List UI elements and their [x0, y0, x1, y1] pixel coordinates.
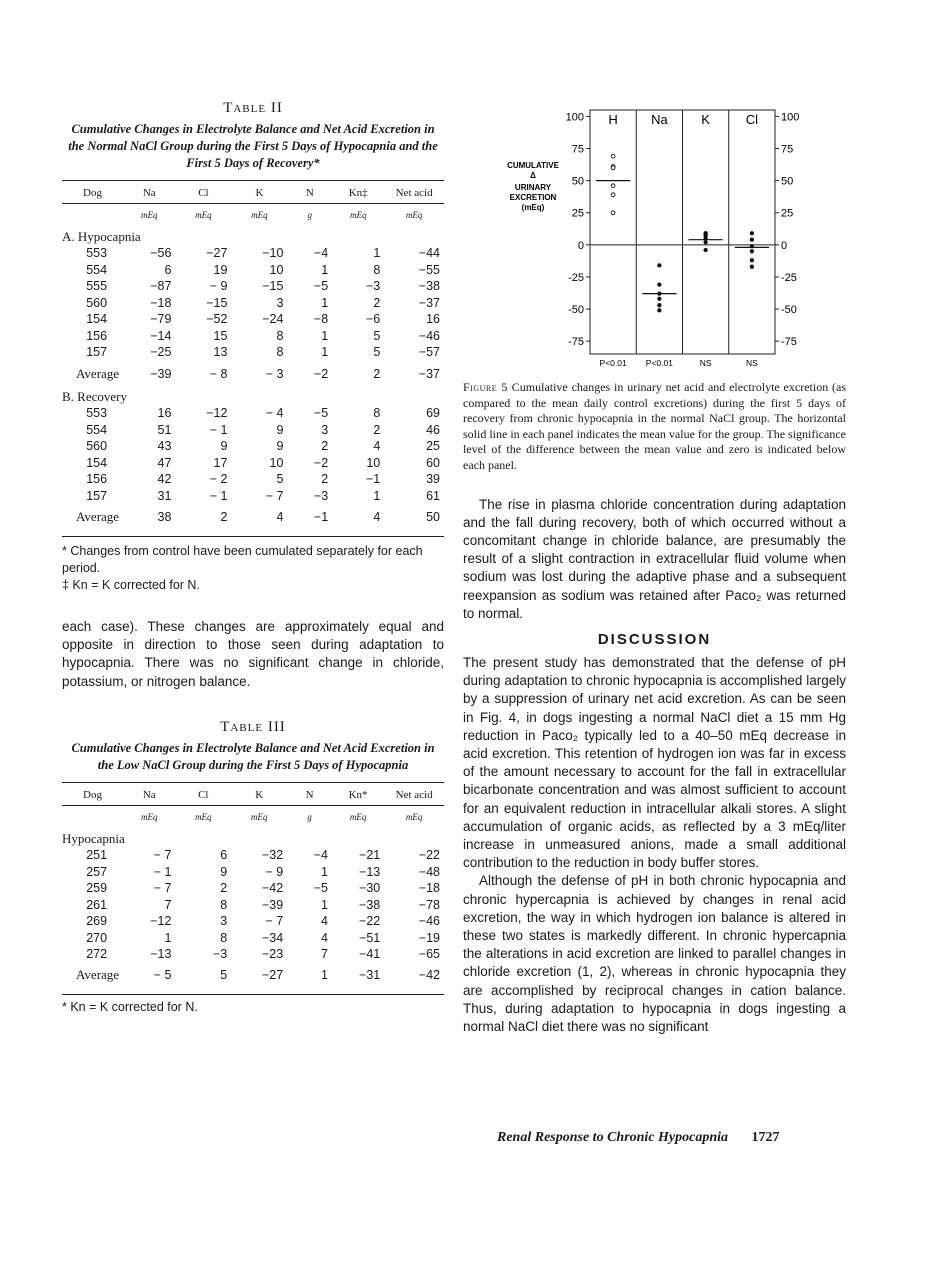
table-cell: − 7 — [265, 488, 284, 503]
table-cell: −1 — [313, 510, 329, 524]
column-header: N — [305, 788, 314, 801]
table-cell: 157 — [86, 345, 108, 360]
table3-subtitle: Cumulative Changes in Electrolyte Balance and Net Acid Excretion in the Low NaCl Group during the First 5 Days of Hypocapnia — [71, 740, 435, 772]
data-point — [750, 232, 753, 235]
data-point — [611, 193, 615, 197]
panel-label: K — [701, 112, 710, 127]
table-cell: 50 — [426, 510, 440, 524]
column-header: Na — [142, 187, 156, 199]
table-cell: −12 — [206, 406, 228, 421]
table-cell: −37 — [418, 366, 440, 381]
table-cell: −13 — [359, 864, 381, 879]
table-cell: 4 — [320, 914, 328, 929]
average-row — [62, 962, 444, 988]
column-header: Dog — [83, 187, 102, 199]
table-row — [62, 311, 444, 328]
table-cell: −4 — [313, 246, 329, 261]
table-cell: 9 — [220, 439, 228, 454]
table-cell: 8 — [373, 262, 381, 277]
significance-label: P<0.01 — [599, 358, 627, 368]
table-row — [62, 913, 444, 930]
table-cell: − 9 — [265, 864, 284, 879]
table-cell: −34 — [261, 930, 284, 945]
table-row — [62, 455, 444, 472]
table-cell: −78 — [418, 897, 440, 912]
table-cell: 555 — [86, 279, 108, 294]
table-row — [62, 863, 444, 880]
table-cell: − 8 — [209, 366, 228, 381]
column-header: K — [255, 788, 264, 801]
table-cell: 3 — [276, 295, 284, 310]
y-tick-label: -75 — [568, 336, 584, 349]
discussion-paragraph: The present study has demonstrated that the defense of pH during adaptation to chronic hypocapnia is accomplished largely by a suppression of urinary net acid excretion. As can be seen in Fig. 4, in dogs ingesting a normal NaCl diet a 15 mm Hg reduction in Paco₂ typically led to a 40–50 mEq decrease in acid excretion. This retention of hydrogen ion was far in excess of the amount necessary to account for the fall in extracellular bicarbonate concentration and was almost sufficient to account for an equivalent reduction in intracellular alkali stores. A slight accumulation of organic acids, as reflected by a 3 mEq/liter increase in unmeasured anions, made a small additional contribution to the reduction in body buffer stores. — [463, 654, 846, 871]
table-cell: −5 — [313, 279, 329, 294]
section-label: Hypocapnia — [62, 830, 125, 846]
table-cell: −22 — [418, 848, 440, 863]
table-cell: −27 — [206, 246, 228, 261]
unit-label: mEq — [195, 210, 212, 221]
unit-label: mEq — [250, 812, 268, 823]
unit-label: mEq — [140, 812, 158, 823]
data-point — [750, 250, 753, 253]
y-tick-label: 100 — [565, 111, 584, 124]
table-cell: −8 — [313, 312, 329, 327]
table-cell: −44 — [418, 246, 440, 261]
table-cell: 8 — [373, 406, 381, 421]
table-cell: − 7 — [265, 914, 284, 929]
y-tick-label: -25 — [568, 271, 584, 284]
column-header: Dog — [83, 788, 102, 801]
table-cell: −3 — [313, 488, 329, 503]
table-cell: −18 — [150, 295, 172, 310]
table-cell: 154 — [86, 455, 108, 470]
table-cell: −2 — [313, 455, 329, 470]
left-paragraph — [62, 618, 444, 691]
table-cell: 257 — [86, 864, 108, 879]
column-header: Net acid — [395, 187, 433, 199]
page-footer — [497, 1130, 780, 1146]
table-cell: − 3 — [265, 366, 284, 381]
right-paragraph-text: The rise in plasma chloride concentration during adaptation and the fall during recovery, both of which occurred without a concomitant change in chloride balance, are presumably the result of a slight contraction in extracellular fluid volume when sodium was lost during the adaptive phase and a subsequent reexpansion as sodium was retained after Paco₂ was returned to normal. — [463, 496, 846, 621]
table-cell: −15 — [206, 295, 228, 310]
table-cell: 4 — [276, 510, 284, 524]
table-cell: 1 — [321, 295, 329, 310]
data-point — [750, 259, 753, 262]
table-cell: −13 — [150, 947, 172, 962]
table3-number: Table III — [220, 718, 286, 735]
table-cell: − 9 — [209, 279, 228, 294]
table-cell: 9 — [220, 864, 228, 879]
table-row — [62, 328, 444, 345]
table-cell: −19 — [418, 930, 440, 945]
column-header: N — [305, 187, 314, 199]
table-cell: −52 — [206, 312, 228, 327]
y-tick-label-right: 0 — [781, 239, 788, 252]
table-cell: 10 — [366, 455, 381, 470]
table-cell: −37 — [418, 295, 440, 310]
unit-label: mEq — [349, 812, 367, 823]
table-cell: − 1 — [209, 488, 228, 503]
table-cell: 1 — [321, 328, 329, 343]
unit-label: mEq — [349, 210, 367, 221]
table-cell: 69 — [426, 406, 440, 421]
table2-subtitle: Cumulative Changes in Electrolyte Balance and Net Acid Excretion in the Normal NaCl Group during the First 5 Days of Hypocapnia and the First 5 Days of Recovery* — [68, 122, 438, 170]
table-row — [62, 295, 444, 312]
table-row — [62, 405, 444, 422]
table2-footnote: ‡ Kn = K corrected for N. — [62, 578, 200, 592]
table-cell: 251 — [86, 848, 108, 863]
table-cell: 270 — [86, 930, 108, 945]
data-point — [658, 292, 661, 295]
table-cell: 10 — [269, 262, 284, 277]
table-cell: 39 — [426, 472, 440, 487]
table-cell: −38 — [418, 279, 440, 294]
table-cell: 1 — [373, 488, 381, 503]
figure5-caption — [463, 380, 846, 474]
data-point — [658, 297, 661, 300]
table2 — [62, 180, 444, 537]
table-cell: 13 — [213, 345, 228, 360]
table-row — [62, 847, 444, 864]
table-cell: −46 — [418, 914, 440, 929]
table-cell: −2 — [313, 366, 329, 381]
table-row — [62, 946, 444, 963]
table-cell: 2 — [321, 439, 329, 454]
table-cell: −32 — [261, 848, 284, 863]
table-cell: −10 — [262, 246, 284, 261]
y-axis-label: EXCRETION — [509, 193, 557, 202]
table-cell: − 4 — [265, 406, 284, 421]
table-cell: 46 — [426, 422, 440, 437]
table-cell: 2 — [373, 295, 381, 310]
table-cell: 560 — [86, 439, 108, 454]
data-point — [750, 238, 753, 241]
table-cell: −24 — [262, 312, 284, 327]
table-cell: −51 — [359, 930, 381, 945]
discussion-body — [463, 654, 846, 1036]
table-cell: −1 — [366, 472, 381, 487]
unit-label: mEq — [195, 812, 212, 823]
data-point — [658, 264, 661, 267]
table-cell: −30 — [359, 881, 381, 896]
table-cell: 154 — [86, 312, 108, 327]
table-cell: −3 — [366, 279, 381, 294]
table-cell: 1 — [321, 262, 329, 277]
table-cell: − 1 — [153, 864, 172, 879]
table-cell: 4 — [373, 510, 381, 524]
table-cell: 554 — [86, 262, 108, 277]
discussion-heading: DISCUSSION — [597, 630, 712, 648]
table-cell: −39 — [150, 366, 172, 381]
table-cell: 42 — [157, 472, 172, 487]
table-cell: −18 — [418, 881, 440, 896]
right-column — [463, 100, 846, 1036]
table-row — [62, 245, 444, 262]
data-point — [750, 244, 753, 247]
table-cell: 1 — [320, 968, 328, 983]
table-row — [62, 488, 444, 505]
y-tick-label-right: 100 — [781, 111, 800, 124]
table-cell: −23 — [261, 947, 284, 962]
table-cell: 25 — [426, 439, 440, 454]
column-header: Net acid — [395, 788, 433, 801]
panel-label: Na — [651, 112, 668, 127]
table-cell: −79 — [150, 312, 172, 327]
table-cell: −41 — [359, 947, 381, 962]
table-row — [62, 438, 444, 455]
table-cell: 6 — [164, 262, 172, 277]
page-number: 1727 — [751, 1130, 780, 1145]
table-cell: −6 — [366, 312, 381, 327]
data-point — [704, 241, 707, 244]
table-cell: 3 — [220, 914, 228, 929]
table-cell: 4 — [373, 439, 381, 454]
table-cell: −55 — [418, 262, 440, 277]
significance-label: NS — [745, 358, 758, 368]
panel-label: H — [608, 112, 618, 127]
y-axis-label: CUMULATIVE — [507, 161, 559, 170]
table-row — [62, 471, 444, 488]
section-label: B. Recovery — [62, 388, 127, 404]
table-cell: 9 — [276, 422, 284, 437]
table-cell: −5 — [313, 881, 328, 896]
table-row — [62, 929, 444, 946]
table3-footnote: * Kn = K corrected for N. — [62, 1000, 198, 1015]
table-cell: 61 — [426, 488, 440, 503]
table-cell: 157 — [86, 488, 108, 503]
unit-label: mEq — [140, 210, 158, 221]
table-cell: 8 — [220, 897, 228, 912]
table-cell: 16 — [426, 312, 440, 327]
table-cell: 19 — [213, 262, 228, 277]
table-cell: 1 — [321, 345, 329, 360]
table-cell: −42 — [418, 968, 440, 983]
table-cell: −3 — [212, 947, 228, 962]
table-row — [62, 880, 444, 897]
average-row — [62, 504, 444, 530]
table-cell: 1 — [164, 930, 172, 945]
table-cell: 156 — [86, 328, 108, 343]
table-cell: 554 — [86, 422, 108, 437]
table-cell: Average — [76, 365, 120, 381]
significance-label: P<0.01 — [645, 358, 673, 368]
table-cell: −46 — [418, 328, 440, 343]
table3-caption — [62, 719, 444, 774]
table-cell: −56 — [150, 246, 172, 261]
table-cell: 1 — [373, 246, 381, 261]
data-point — [611, 211, 615, 215]
y-tick-label: -50 — [568, 304, 584, 317]
column-header: Kn‡ — [348, 187, 368, 199]
table-cell: 553 — [86, 406, 108, 421]
table-cell: − 2 — [209, 472, 228, 487]
y-tick-label-right: 25 — [781, 207, 794, 220]
left-column — [62, 100, 444, 1016]
table-row — [62, 344, 444, 361]
table-cell: − 5 — [153, 968, 172, 983]
data-point — [658, 304, 661, 307]
unit-label: mEq — [405, 210, 423, 221]
unit-label: mEq — [251, 210, 268, 221]
y-axis-label: Δ — [530, 171, 536, 180]
data-point — [658, 309, 661, 312]
table-cell: 17 — [213, 455, 228, 470]
table-cell: 31 — [157, 488, 172, 503]
table-cell: 5 — [276, 472, 284, 487]
table-row — [62, 422, 444, 439]
y-axis-label: URINARY — [514, 183, 552, 192]
table-row — [62, 262, 444, 279]
significance-label: NS — [699, 358, 712, 368]
table3 — [62, 782, 444, 996]
y-tick-label-right: -25 — [781, 271, 797, 284]
table-cell: 8 — [276, 345, 284, 360]
y-tick-label-right: 50 — [781, 175, 794, 188]
right-paragraph — [463, 496, 846, 623]
section-label: A. Hypocapnia — [62, 228, 141, 244]
y-tick-label: 75 — [571, 143, 584, 156]
table-cell: −65 — [418, 947, 440, 962]
table-row — [62, 896, 444, 913]
table2-caption — [62, 100, 444, 172]
table-row — [62, 278, 444, 295]
discussion-paragraph: Although the defense of pH in both chronic hypocapnia and chronic hypercapnia is achieved by changes in renal acid excretion, the way in which hydrogen ion balance is altered in these two states is markedly different. In chronic hypercapnia the alterations in acid excretion are linked to parallel changes in chloride excretion (1, 2), whereas in chronic hypocapnia they are accomplished by reciprocal changes in cation balance. Thus, during adaptation to hypocapnia in dogs ingesting a normal NaCl diet there was no significant — [463, 873, 846, 1035]
average-row — [62, 361, 444, 387]
table-cell: −5 — [313, 406, 329, 421]
data-point — [704, 237, 707, 240]
figure5-caption-text: Cumulative changes in urinary net acid and electrolyte excretion (as compared to the mean daily control excretions) during the first 5 days of recovery from chronic hypocapnia in the normal NaCl group. The horizontal solid line in each panel indicates the mean value for the group. The significance level of the difference between the mean value and zero is indicated below each panel. — [463, 380, 847, 472]
data-point — [750, 265, 753, 268]
table-cell: Average — [76, 509, 120, 524]
table-cell: 1 — [320, 897, 328, 912]
table-cell: −22 — [359, 914, 381, 929]
table-cell: −12 — [150, 914, 172, 929]
left-paragraph-text: each case). These changes are approximately equal and opposite in direction to those seen during adaptation to hypocapnia. There was no significant change in chloride, potassium, or nitrogen balance. — [62, 619, 444, 689]
table-cell: 2 — [321, 472, 329, 487]
data-point — [611, 184, 615, 188]
data-point — [658, 283, 661, 286]
table-cell: −48 — [418, 864, 440, 879]
table-cell: 553 — [86, 246, 108, 261]
table-cell: 4 — [320, 930, 328, 945]
column-header: K — [255, 187, 264, 199]
table-cell: −27 — [261, 968, 284, 983]
table-cell: −21 — [359, 848, 381, 863]
y-tick-label: 0 — [577, 239, 584, 252]
table-cell: 10 — [269, 455, 284, 470]
table-cell: 560 — [86, 295, 108, 310]
table-cell: 2 — [220, 510, 228, 524]
unit-label: mEq — [405, 812, 423, 823]
column-header: Kn* — [348, 788, 368, 801]
table-cell: −39 — [261, 897, 284, 912]
table-cell: 5 — [373, 345, 381, 360]
data-point — [704, 248, 707, 251]
table-cell: − 1 — [209, 422, 228, 437]
y-axis-label: (mEq) — [521, 203, 545, 212]
data-point — [611, 154, 615, 158]
table-cell: 60 — [426, 455, 440, 470]
table-cell: 16 — [157, 406, 172, 421]
table-cell: − 7 — [153, 848, 172, 863]
table-cell: 259 — [86, 881, 108, 896]
table-cell: 5 — [373, 328, 381, 343]
table2-footnotes — [62, 543, 444, 594]
table-cell: 261 — [86, 897, 108, 912]
table-cell: −31 — [359, 968, 381, 983]
table-cell: 269 — [86, 914, 108, 929]
column-header: Cl — [198, 187, 209, 199]
table-cell: 272 — [86, 947, 108, 962]
table-cell: 2 — [373, 422, 381, 437]
table-cell: −38 — [359, 897, 381, 912]
table-cell: 156 — [86, 472, 108, 487]
unit-label: g — [307, 812, 312, 823]
column-header: Na — [142, 788, 156, 801]
table-cell: −4 — [313, 848, 328, 863]
y-tick-label-right: -50 — [781, 304, 797, 317]
table-cell: 7 — [320, 947, 328, 962]
table-cell: 47 — [157, 455, 172, 470]
y-tick-label-right: -75 — [781, 336, 797, 349]
data-point — [611, 166, 615, 170]
table-cell: 6 — [220, 848, 228, 863]
y-tick-label: 25 — [571, 207, 584, 220]
unit-label: g — [307, 210, 313, 221]
running-title: Renal Response to Chronic Hypocapnia — [497, 1130, 729, 1145]
y-tick-label: 50 — [571, 175, 584, 188]
table-cell: 3 — [321, 422, 329, 437]
table-cell: −25 — [150, 345, 172, 360]
table-cell: 8 — [220, 930, 228, 945]
table-cell: 38 — [157, 510, 172, 524]
table-cell: 43 — [157, 439, 172, 454]
table-cell: 15 — [213, 328, 228, 343]
table-cell: 51 — [157, 422, 172, 437]
figure5-caption-label: Figure 5 — [463, 380, 508, 394]
unit-label — [62, 204, 123, 227]
column-header: Cl — [198, 788, 209, 801]
table-cell: −14 — [150, 328, 172, 343]
table-cell: 2 — [373, 366, 381, 381]
table-cell: 5 — [220, 968, 228, 983]
table-cell: 2 — [220, 881, 228, 896]
panel-label: Cl — [745, 112, 759, 127]
table-cell: −57 — [418, 345, 440, 360]
table-cell: −87 — [150, 279, 172, 294]
y-tick-label-right: 75 — [781, 143, 794, 156]
table2-number: Table II — [223, 100, 283, 116]
table-cell: 8 — [276, 328, 284, 343]
table-cell: − 7 — [153, 881, 172, 896]
table-cell: −42 — [261, 881, 284, 896]
unit-label — [62, 805, 123, 828]
table-cell: 1 — [320, 864, 328, 879]
figure5-chart — [455, 100, 838, 370]
table-cell: 7 — [164, 897, 172, 912]
table2-footnote: * Changes from control have been cumulated separately for each period. — [62, 544, 423, 575]
table-cell: Average — [76, 967, 120, 983]
table-cell: −15 — [262, 279, 284, 294]
table-cell: 9 — [276, 439, 284, 454]
